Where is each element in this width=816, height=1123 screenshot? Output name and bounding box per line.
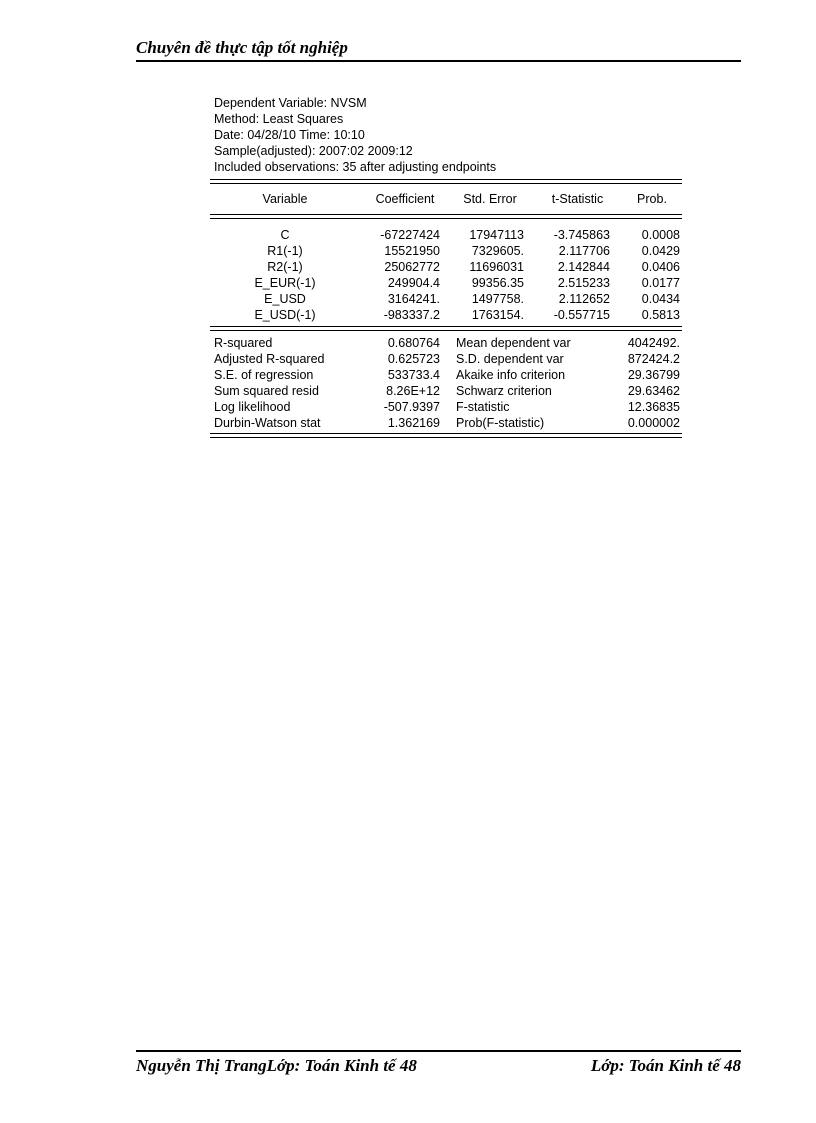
cell-t-statistic: -0.557715 [553,308,610,322]
cell-t-statistic: -3.745863 [553,228,610,242]
cell-prob: 0.5813 [641,308,680,322]
cell-std-error: 1497758. [471,292,524,306]
stat-label: F-statistic [456,400,510,414]
stat-value: 12.36835 [627,400,680,414]
stat-label: R-squared [214,336,273,350]
stat-label: Durbin-Watson stat [214,416,321,430]
cell-std-error: 17947113 [469,228,524,242]
meta-observations: Included observations: 35 after adjusting endpoints [214,160,497,174]
stats-row [210,335,682,351]
col-header-variable: Variable [262,192,308,206]
stats-row [210,383,682,399]
cell-prob: 0.0429 [641,244,680,258]
stat-label: Log likelihood [214,400,291,414]
cell-prob: 0.0406 [641,260,680,274]
stats-row [210,351,682,367]
cell-coefficient: -983337.2 [383,308,440,322]
cell-variable: C [280,228,290,242]
page-header-title: Chuyên đề thực tập tốt nghiệp [136,38,348,57]
stat-value: 0.680764 [387,336,440,350]
cell-variable: E_USD [264,292,306,306]
footer-class: Lớp: Toán Kinh tế 48 [590,1056,741,1075]
stat-value: 8.26E+12 [386,384,440,398]
regression-output [210,95,682,438]
footer-rule [136,1050,741,1052]
stat-label: Schwarz criterion [456,384,552,398]
stat-label: S.D. dependent var [456,352,564,366]
cell-t-statistic: 2.112652 [558,292,610,306]
col-header-t-statistic: t-Statistic [551,192,604,206]
cell-std-error: 1763154. [471,308,524,322]
cell-prob: 0.0177 [641,276,680,290]
stat-value: 0.000002 [627,416,680,430]
cell-prob: 0.0008 [641,228,680,242]
cell-std-error: 99356.35 [471,276,524,290]
stat-value: -507.9397 [383,400,440,414]
stat-value: 29.63462 [627,384,680,398]
col-header-prob: Prob. [637,192,667,206]
stat-label: Mean dependent var [456,336,571,350]
stat-value: 29.36799 [627,368,680,382]
cell-coefficient: -67227424 [380,228,440,242]
cell-coefficient: 3164241. [387,292,440,306]
rule-bottom [210,433,682,438]
footer-author: Nguyễn Thị TrangLớp: Toán Kinh tế 48 [136,1056,417,1075]
cell-variable: E_USD(-1) [254,308,316,322]
stat-value: 872424.2 [627,352,680,366]
meta-dependent-variable: Dependent Variable: NVSM [214,96,367,110]
cell-variable: R2(-1) [267,260,303,274]
cell-prob: 0.0434 [641,292,680,306]
stats-row [210,415,682,431]
cell-variable: R1(-1) [267,244,303,258]
stat-label: S.E. of regression [214,368,314,382]
meta-method: Method: Least Squares [214,112,344,126]
cell-std-error: 11696031 [469,260,524,274]
cell-t-statistic: 2.515233 [557,276,610,290]
cell-coefficient: 249904.4 [387,276,440,290]
stat-value: 0.625723 [387,352,440,366]
stat-value: 4042492. [627,336,680,350]
header-rule [136,60,741,62]
stat-label: Akaike info criterion [456,368,566,382]
table-row [210,227,682,243]
meta-date: Date: 04/28/10 Time: 10:10 [214,128,365,142]
stat-value: 533733.4 [387,368,440,382]
table-row [210,275,682,291]
col-header-coefficient: Coefficient [375,192,435,206]
table-row [210,307,682,323]
stat-label: Sum squared resid [214,384,319,398]
cell-std-error: 7329605. [471,244,524,258]
cell-coefficient: 15521950 [384,244,440,258]
col-header-std-error: Std. Error [463,192,517,206]
table-row [210,259,682,275]
stat-label: Adjusted R-squared [214,352,325,366]
cell-coefficient: 25062772 [384,260,440,274]
cell-t-statistic: 2.117706 [558,244,610,258]
stats-row [210,399,682,415]
stat-value: 1.362169 [387,416,440,430]
stat-label: Prob(F-statistic) [456,416,545,430]
table-row [210,291,682,307]
cell-variable: E_EUR(-1) [254,276,316,290]
stats-row [210,367,682,383]
cell-t-statistic: 2.142844 [557,260,610,274]
table-row [210,243,682,259]
meta-sample: Sample(adjusted): 2007:02 2009:12 [214,144,413,158]
column-header-row [210,184,682,214]
